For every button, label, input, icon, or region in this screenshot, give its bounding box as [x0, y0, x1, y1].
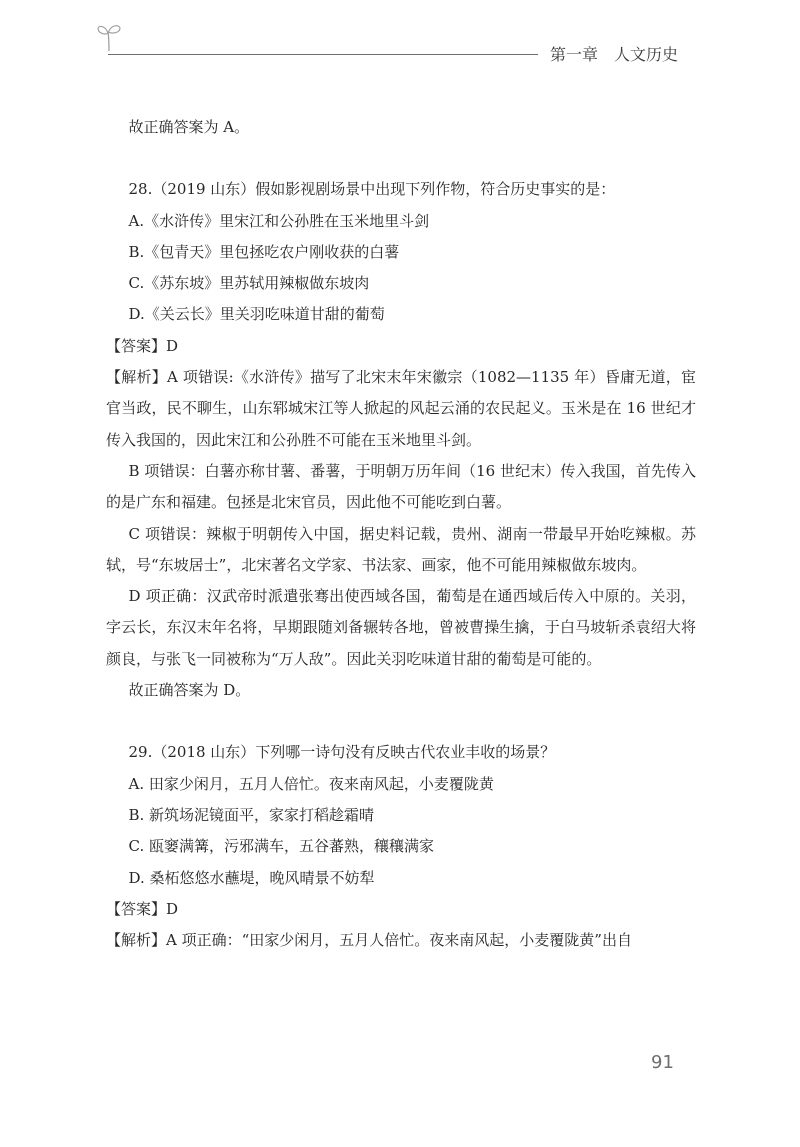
sprout-icon	[96, 22, 122, 52]
previous-conclusion: 故正确答案为 A。	[128, 118, 250, 136]
chapter-heading	[550, 42, 678, 65]
page-number: 91	[651, 1052, 674, 1073]
q28-option-a: A.《水浒传》里宋江和公孙胜在玉米地里斗剑	[128, 211, 430, 230]
q28-conclusion: 故正确答案为 D。	[128, 681, 251, 700]
q28-option-b: B.《包青天》里包拯吃农户刚收获的白薯	[128, 242, 400, 261]
header-rule	[108, 54, 538, 55]
chapter-label: 第一章	[550, 45, 599, 64]
q28-answer-value: D	[166, 336, 179, 355]
q28-answer	[106, 331, 696, 362]
q29-answer-label: 【答案】	[106, 899, 167, 918]
q28-analysis-label: 【解析】	[106, 368, 167, 387]
q28-option-c: C.《苏东坡》里苏轼用辣椒做东坡肉	[128, 274, 370, 293]
q28-option-d: D.《关云长》里关羽吃味道甘甜的葡萄	[128, 305, 385, 324]
q29-answer-value: D	[166, 899, 179, 918]
chapter-title: 人文历史	[614, 45, 679, 64]
q28-analysis-a-text: A 项错误:《水浒传》描写了北宋末年宋徽宗（1082—1135 年）昏庸无道，宦官当政，民不聊生，山东郓城宋江等人掀起的风起云涌的农民起义。玉米是在 16 世纪才传入我国的，因此宋江和公孙胜不可能在玉米地里斗剑。	[106, 368, 696, 449]
q29-option-c: C. 瓯窭满篝，污邪满车，五谷蕃熟，穰穰满家	[128, 837, 434, 856]
page-header	[0, 0, 800, 80]
q28-analysis-d: D 项正确：汉武帝时派遣张骞出使西域各国，葡萄是在通西域后传入中原的。关羽，字云长，东汉末年名将，早期跟随刘备辗转各地，曾被曹操生擒，于白马坡斩杀袁绍大将颜良，与张飞一同被称为“万人敌”。因此关羽吃味道甘甜的葡萄是可能的。	[106, 587, 696, 668]
q29-stem: 29.（2018 山东）下列哪一诗句没有反映古代农业丰收的场景？	[128, 743, 556, 762]
q29-option-a: A. 田家少闲月，五月人倍忙。夜来南风起，小麦覆陇黄	[128, 774, 494, 793]
q29-analysis-a-text: A 项正确：“田家少闲月，五月人倍忙。夜来南风起，小麦覆陇黄”出自	[166, 931, 632, 950]
q28-analysis-c: C 项错误：辣椒于明朝传入中国，据史料记载，贵州、湖南一带最早开始吃辣椒。苏轼，号“东坡居士”，北宋著名文学家、书法家、画家，他不可能用辣椒做东坡肉。	[106, 524, 696, 574]
q29-answer	[106, 894, 696, 925]
q28-analysis-a	[106, 362, 696, 456]
q28-stem: 28.（2019 山东）假如影视剧场景中出现下列作物，符合历史事实的是：	[128, 180, 616, 199]
q29-analysis-a	[106, 925, 696, 956]
q28-analysis-b: B 项错误：白薯亦称甘薯、番薯，于明朝万历年间（16 世纪末）传入我国，首先传入的是广东和福建。包拯是北宋官员，因此他不可能吃到白薯。	[106, 461, 696, 512]
page-body	[106, 112, 696, 956]
q29-option-d: D. 桑柘悠悠水蘸堤，晚风晴景不妨犁	[128, 868, 375, 887]
q28-answer-label: 【答案】	[106, 336, 167, 355]
q29-option-b: B. 新筑场泥镜面平，家家打稻趁霜晴	[128, 805, 375, 824]
q29-analysis-label: 【解析】	[106, 931, 167, 950]
